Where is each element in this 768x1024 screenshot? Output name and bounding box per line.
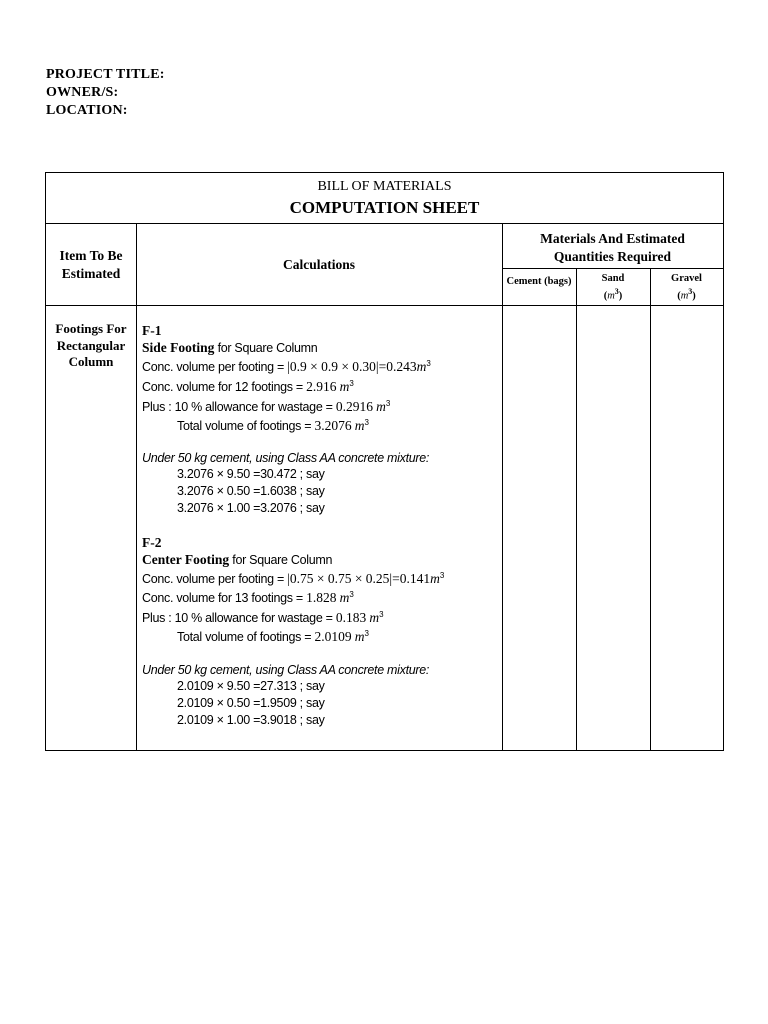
- f1-wastage-allowance: Plus : 10 % allowance for wastage = 0.2916 $m^3$: [142, 399, 391, 415]
- f2-sand-calc: 2.0109 × 0.50 =1.9509 ; say: [177, 696, 325, 710]
- header-cement: Cement (bags): [506, 276, 572, 287]
- materials-subheader-divider: [502, 268, 723, 269]
- f2-gravel-calc: 2.0109 × 1.00 =3.9018 ; say: [177, 713, 325, 727]
- f1-mixture-note: Under 50 kg cement, using Class AA concrete mixture:: [142, 451, 430, 465]
- item-column-divider: [136, 223, 137, 750]
- project-header: [46, 66, 165, 120]
- header-divider: [46, 305, 723, 306]
- f2-title: Center Footing for Square Column: [142, 552, 333, 567]
- f2-cement-calc: 2.0109 × 9.50 =27.313 ; say: [177, 679, 325, 693]
- header-gravel: Gravel $(m^3)$: [671, 273, 702, 302]
- f2-total-volume: Total volume of footings = 2.0109 $m^3$: [177, 629, 369, 645]
- f2-mixture-note: Under 50 kg cement, using Class AA concrete mixture:: [142, 663, 430, 677]
- f1-sand-calc: 3.2076 × 0.50 =1.6038 ; say: [177, 484, 325, 498]
- f1-volume-total-footings: Conc. volume for 12 footings = 2.916 $m^3$: [142, 379, 354, 395]
- header-item-to-be-estimated: Item To Be Estimated: [59, 248, 123, 281]
- item-footings-rectangular-column: Footings For Rectangular Column: [55, 321, 127, 369]
- location-label: LOCATION:: [46, 103, 128, 118]
- project-title-label: PROJECT TITLE:: [46, 67, 165, 82]
- header-materials: Materials And Estimated Quantities Required: [540, 231, 685, 264]
- header-sand: Sand $(m^3)$: [601, 273, 625, 302]
- f1-cement-calc: 3.2076 × 9.50 =30.472 ; say: [177, 467, 325, 481]
- sheet-title-bill: BILL OF MATERIALS: [317, 179, 452, 194]
- owners-label: OWNER/S:: [46, 85, 119, 100]
- f1-title: Side Footing for Square Column: [142, 340, 318, 355]
- sheet-title-computation: COMPUTATION SHEET: [289, 198, 480, 217]
- header-calculations: Calculations: [282, 257, 355, 272]
- cement-column-divider: [576, 268, 577, 750]
- computation-sheet-table: [45, 172, 724, 751]
- f1-total-volume: Total volume of footings = 3.2076 $m^3$: [177, 418, 369, 434]
- f1-code: F-1: [142, 323, 162, 338]
- calc-column-divider: [502, 223, 503, 750]
- title-divider: [46, 223, 723, 224]
- f2-volume-per-footing: Conc. volume per footing = $|0.75 \times 0.75 \times 0.25|=0.141m^3$: [142, 571, 445, 587]
- f2-code: F-2: [142, 535, 162, 550]
- f1-gravel-calc: 3.2076 × 1.00 =3.2076 ; say: [177, 501, 325, 515]
- f2-wastage-allowance: Plus : 10 % allowance for wastage = 0.183 $m^3$: [142, 610, 384, 626]
- f2-volume-total-footings: Conc. volume for 13 footings = 1.828 $m^3$: [142, 590, 354, 606]
- sand-column-divider: [650, 268, 651, 750]
- f1-volume-per-footing: Conc. volume per footing = $|0.9 \times 0.9 \times 0.30|=0.243m^3$: [142, 359, 431, 375]
